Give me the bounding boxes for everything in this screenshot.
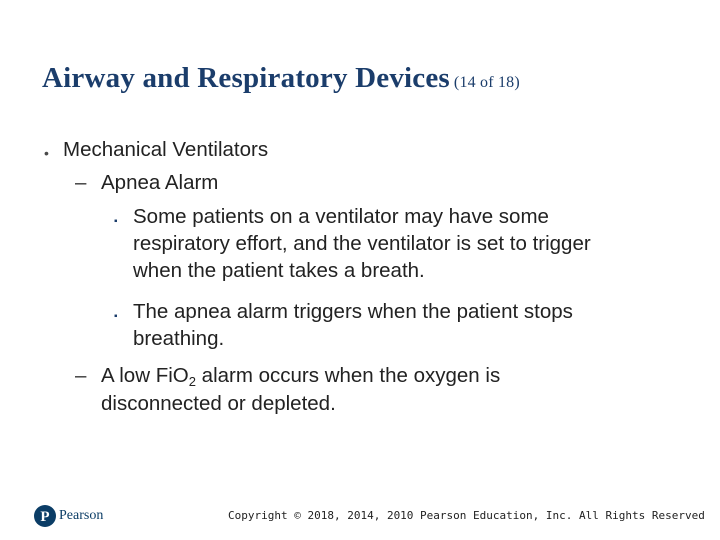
bullet-apnea-triggers-line1: The apnea alarm triggers when the patient stops bbox=[133, 300, 573, 323]
bullet-mechanical-ventilators: Mechanical Ventilators bbox=[63, 138, 269, 161]
bullet-marker-level3: ▪ bbox=[114, 311, 118, 322]
slide-title-text: Airway and Respiratory Devices bbox=[42, 62, 450, 94]
bullet-apnea-alarm: Apnea Alarm bbox=[101, 171, 219, 194]
bullet-fio2-alarm-line2: disconnected or depleted. bbox=[101, 392, 336, 415]
bullet-some-patients-line3: when the patient takes a breath. bbox=[133, 259, 425, 282]
fio2-prefix: A low Fi bbox=[101, 364, 173, 387]
bullet-some-patients-line1: Some patients on a ventilator may have some bbox=[133, 205, 549, 228]
pearson-logo-icon bbox=[34, 505, 56, 527]
bullet-marker-level1: • bbox=[44, 145, 49, 161]
slide-counter: (14 of 18) bbox=[453, 74, 520, 91]
slide-title bbox=[42, 62, 520, 95]
bullet-apnea-triggers-line2: breathing. bbox=[133, 327, 225, 350]
pearson-logo-text: Pearson bbox=[59, 508, 104, 523]
bullet-marker-level3: ▪ bbox=[114, 216, 118, 227]
bullet-marker-level2: – bbox=[75, 171, 87, 194]
fio2-rest: alarm occurs when the oxygen is bbox=[195, 364, 501, 387]
fio2-o: O bbox=[172, 364, 189, 387]
bullet-marker-level2: – bbox=[75, 364, 87, 387]
copyright-notice: Copyright © 2018, 2014, 2010 Pearson Education, Inc. All Rights Reserved bbox=[228, 509, 705, 522]
bullet-some-patients-line2: respiratory effort, and the ventilator is set to trigger bbox=[133, 232, 591, 255]
pearson-logo-letter: P bbox=[40, 509, 50, 525]
bullet-fio2-alarm-line1 bbox=[101, 364, 500, 388]
fio2-subscript: 2 bbox=[188, 374, 196, 389]
